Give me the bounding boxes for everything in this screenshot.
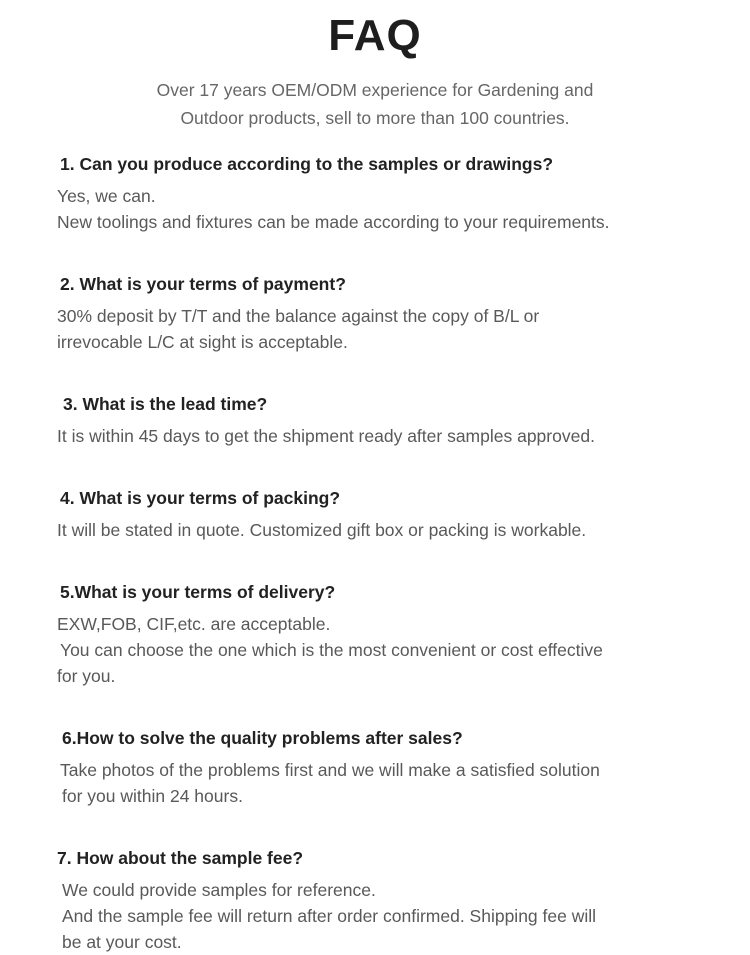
faq-answer-line: be at your cost. <box>62 932 182 953</box>
faq-question: 5.What is your terms of delivery? <box>60 582 336 603</box>
faq-item-2 <box>57 272 700 355</box>
faq-question: 3. What is the lead time? <box>63 394 268 415</box>
faq-answer-line: New toolings and fixtures can be made according to your requirements. <box>57 212 610 233</box>
faq-question: 4. What is your terms of packing? <box>60 488 341 509</box>
faq-answer-line: for you. <box>57 666 116 687</box>
faq-answer-line: And the sample fee will return after order confirmed. Shipping fee will <box>62 906 597 927</box>
faq-item-4 <box>57 486 700 543</box>
faq-item-6 <box>57 726 700 809</box>
page-subtitle <box>0 76 750 132</box>
faq-question: 2. What is your terms of payment? <box>60 274 346 295</box>
faq-item-3 <box>57 392 700 449</box>
faq-answer-line: It is within 45 days to get the shipment ready after samples approved. <box>57 426 595 447</box>
faq-answer-line: 30% deposit by T/T and the balance against the copy of B/L or <box>57 306 540 327</box>
subtitle-line: Over 17 years OEM/ODM experience for Gardening and <box>156 80 594 101</box>
faq-answer-line: We could provide samples for reference. <box>62 880 376 901</box>
faq-answer-line: EXW,FOB, CIF,etc. are acceptable. <box>57 614 331 635</box>
faq-item-5 <box>57 580 700 689</box>
faq-item-7 <box>57 846 700 955</box>
faq-answer-line: for you within 24 hours. <box>62 786 243 807</box>
faq-answer-line: You can choose the one which is the most convenient or cost effective <box>60 640 603 661</box>
faq-question: 7. How about the sample fee? <box>57 848 304 869</box>
faq-question: 6.How to solve the quality problems after sales? <box>62 728 463 749</box>
faq-item-1 <box>57 152 700 235</box>
faq-question: 1. Can you produce according to the samples or drawings? <box>60 154 554 175</box>
faq-list <box>0 152 750 955</box>
faq-answer-line: Yes, we can. <box>57 186 156 207</box>
page-title: FAQ <box>328 11 422 60</box>
faq-answer-line: Take photos of the problems first and we will make a satisfied solution <box>60 760 600 781</box>
subtitle-line: Outdoor products, sell to more than 100 countries. <box>180 108 570 129</box>
faq-answer-line: irrevocable L/C at sight is acceptable. <box>57 332 348 353</box>
faq-answer-line: It will be stated in quote. Customized gift box or packing is workable. <box>57 520 587 541</box>
